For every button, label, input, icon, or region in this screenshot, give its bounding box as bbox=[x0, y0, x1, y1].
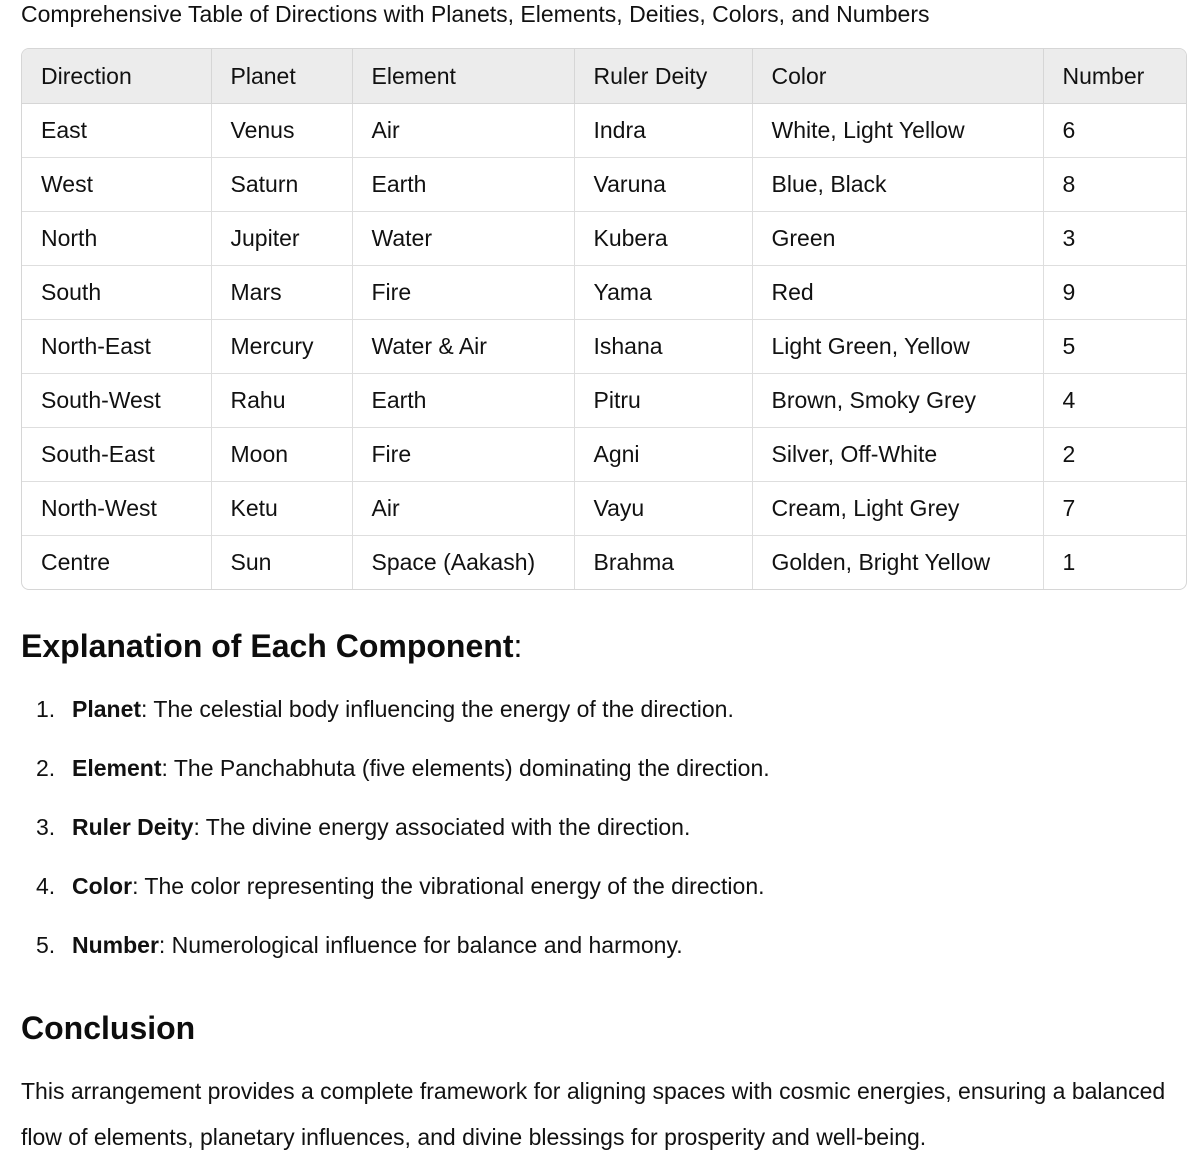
list-item-number: 1. bbox=[36, 696, 56, 722]
cell-direction: West bbox=[22, 158, 211, 212]
cell-color: Light Green, Yellow bbox=[752, 320, 1043, 374]
cell-planet: Mercury bbox=[211, 320, 352, 374]
cell-color: Golden, Bright Yellow bbox=[752, 536, 1043, 590]
cell-element: Fire bbox=[352, 266, 574, 320]
cell-color: Green bbox=[752, 212, 1043, 266]
column-header-number: Number bbox=[1043, 49, 1186, 104]
cell-element: Air bbox=[352, 104, 574, 158]
cell-ruler-deity: Vayu bbox=[574, 482, 752, 536]
table-row bbox=[22, 104, 1186, 158]
list-item bbox=[36, 808, 770, 867]
table-row bbox=[22, 374, 1186, 428]
cell-planet: Venus bbox=[211, 104, 352, 158]
cell-planet: Saturn bbox=[211, 158, 352, 212]
conclusion-heading: Conclusion bbox=[21, 1010, 196, 1046]
list-item bbox=[36, 690, 770, 749]
directions-table bbox=[21, 48, 1187, 590]
cell-number: 7 bbox=[1043, 482, 1186, 536]
cell-element: Earth bbox=[352, 374, 574, 428]
cell-ruler-deity: Pitru bbox=[574, 374, 752, 428]
list-item-number: 3. bbox=[36, 814, 56, 840]
cell-direction: North-East bbox=[22, 320, 211, 374]
cell-color: White, Light Yellow bbox=[752, 104, 1043, 158]
table-row bbox=[22, 158, 1186, 212]
cell-planet: Rahu bbox=[211, 374, 352, 428]
cell-number: 2 bbox=[1043, 428, 1186, 482]
cell-element: Space (Aakash) bbox=[352, 536, 574, 590]
cell-number: 5 bbox=[1043, 320, 1186, 374]
cell-number: 3 bbox=[1043, 212, 1186, 266]
explanation-heading-text: Explanation of Each Component bbox=[21, 628, 514, 664]
cell-direction: East bbox=[22, 104, 211, 158]
cell-ruler-deity: Yama bbox=[574, 266, 752, 320]
cell-direction: Centre bbox=[22, 536, 211, 590]
cell-ruler-deity: Ishana bbox=[574, 320, 752, 374]
cell-planet: Jupiter bbox=[211, 212, 352, 266]
cell-planet: Sun bbox=[211, 536, 352, 590]
list-item-term: Number bbox=[72, 932, 159, 958]
cell-ruler-deity: Indra bbox=[574, 104, 752, 158]
list-item-text: : The color representing the vibrational energy of the direction. bbox=[132, 873, 765, 899]
list-item-term: Planet bbox=[72, 696, 142, 722]
table-header bbox=[22, 49, 1186, 104]
list-item-text: : The divine energy associated with the direction. bbox=[193, 814, 691, 840]
conclusion-paragraph: This arrangement provides a complete framework for aligning spaces with cosmic energies, ensuring a balanced flow of elements, planetary influences, and divine blessings for prosperity and well-being. bbox=[21, 1078, 1166, 1150]
list-item-number: 4. bbox=[36, 873, 56, 899]
table-row bbox=[22, 428, 1186, 482]
list-item-number: 5. bbox=[36, 932, 56, 958]
list-item bbox=[36, 749, 770, 808]
cell-element: Earth bbox=[352, 158, 574, 212]
table-row bbox=[22, 482, 1186, 536]
list-item-term: Element bbox=[72, 755, 162, 781]
cell-color: Cream, Light Grey bbox=[752, 482, 1043, 536]
cell-ruler-deity: Kubera bbox=[574, 212, 752, 266]
list-item-number: 2. bbox=[36, 755, 56, 781]
cell-element: Fire bbox=[352, 428, 574, 482]
explanation-list bbox=[36, 690, 770, 985]
list-item bbox=[36, 867, 770, 926]
list-item-text: : The celestial body influencing the energy of the direction. bbox=[141, 696, 734, 722]
table-header-row bbox=[22, 49, 1186, 104]
cell-number: 9 bbox=[1043, 266, 1186, 320]
cell-direction: South-East bbox=[22, 428, 211, 482]
cell-ruler-deity: Agni bbox=[574, 428, 752, 482]
cell-element: Water bbox=[352, 212, 574, 266]
explanation-heading bbox=[21, 626, 522, 666]
cell-number: 8 bbox=[1043, 158, 1186, 212]
table-body bbox=[22, 104, 1186, 590]
list-item-text: : Numerological influence for balance and harmony. bbox=[158, 932, 683, 958]
cell-direction: North bbox=[22, 212, 211, 266]
cell-planet: Ketu bbox=[211, 482, 352, 536]
table-row bbox=[22, 212, 1186, 266]
cell-planet: Moon bbox=[211, 428, 352, 482]
cell-number: 1 bbox=[1062, 549, 1076, 575]
column-header-direction: Direction bbox=[22, 49, 211, 104]
cell-ruler-deity: Varuna bbox=[574, 158, 752, 212]
list-item-term: Ruler Deity bbox=[72, 814, 194, 840]
document-title: Comprehensive Table of Directions with Planets, Elements, Deities, Colors, and Numbers bbox=[21, 1, 930, 27]
directions-table-grid bbox=[22, 49, 1186, 589]
cell-direction: South-West bbox=[22, 374, 211, 428]
cell-planet: Mars bbox=[211, 266, 352, 320]
cell-color: Red bbox=[752, 266, 1043, 320]
cell-element: Water & Air bbox=[352, 320, 574, 374]
table-row bbox=[22, 536, 1186, 590]
column-header-color: Color bbox=[752, 49, 1043, 104]
cell-color: Blue, Black bbox=[752, 158, 1043, 212]
list-item-term: Color bbox=[72, 873, 133, 899]
cell-ruler-deity: Brahma bbox=[574, 536, 752, 590]
column-header-element: Element bbox=[352, 49, 574, 104]
list-item-text: : The Panchabhuta (five elements) dominating the direction. bbox=[161, 755, 770, 781]
cell-direction: South bbox=[22, 266, 211, 320]
explanation-heading-colon: : bbox=[513, 628, 523, 664]
cell-element: Air bbox=[352, 482, 574, 536]
table-row bbox=[22, 320, 1186, 374]
cell-number: 4 bbox=[1043, 374, 1186, 428]
column-header-planet: Planet bbox=[211, 49, 352, 104]
cell-direction: North-West bbox=[22, 482, 211, 536]
cell-color: Silver, Off-White bbox=[752, 428, 1043, 482]
column-header-ruler-deity: Ruler Deity bbox=[574, 49, 752, 104]
list-item bbox=[36, 926, 770, 985]
table-row bbox=[22, 266, 1186, 320]
cell-color: Brown, Smoky Grey bbox=[752, 374, 1043, 428]
cell-number: 6 bbox=[1043, 104, 1186, 158]
